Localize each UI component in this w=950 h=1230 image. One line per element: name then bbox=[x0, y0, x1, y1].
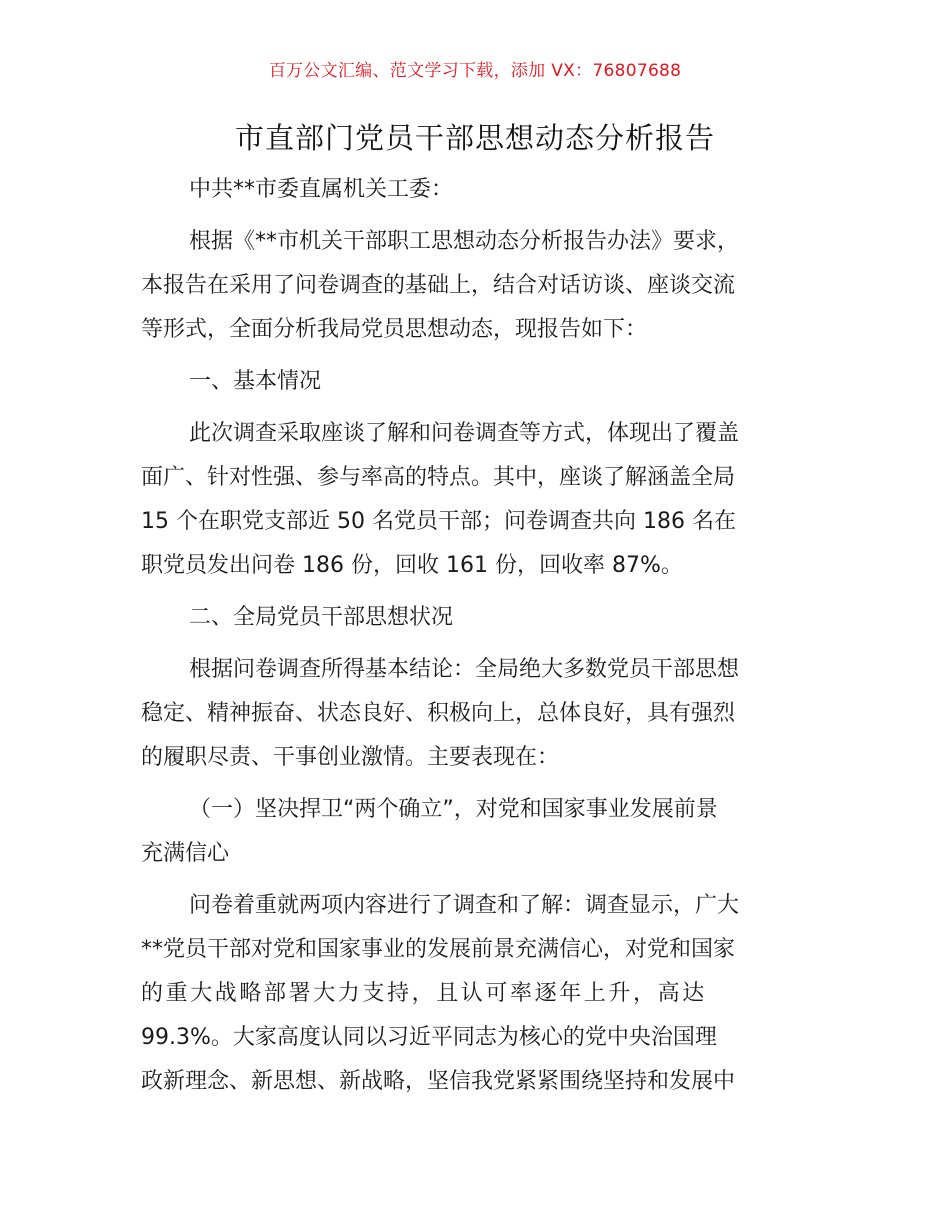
paragraph-line: 一、基本情况 bbox=[189, 369, 322, 394]
paragraph-line: 充满信心 bbox=[141, 841, 230, 866]
header-promo-note: 百万公文汇编、范文学习下载，添加 VX：76807688 bbox=[268, 61, 682, 81]
paragraph-line: 政新理念、新思想、新战略，坚信我党紧紧围绕坚持和发展中 bbox=[141, 1069, 736, 1094]
paragraph-line: 的履职尽责、干事创业激情。主要表现在： bbox=[141, 745, 560, 770]
section-2-paragraph bbox=[141, 648, 809, 780]
paragraph-line: 等形式，全面分析我局党员思想动态，现报告如下： bbox=[141, 317, 648, 342]
paragraph-line: 根据问卷调查所得基本结论：全局绝大多数党员干部思想 bbox=[189, 657, 740, 682]
paragraph-line: 稳定、精神振奋、状态良好、积极向上，总体良好，具有强烈 bbox=[141, 701, 736, 726]
subsection-1-paragraph bbox=[141, 884, 809, 1104]
paragraph-line: 的重大战略部署大力支持，且认可率逐年上升，高达 bbox=[141, 981, 707, 1006]
section-1-paragraph bbox=[141, 412, 809, 588]
intro-paragraph bbox=[141, 220, 809, 352]
paragraph-line: 二、全局党员干部思想状况 bbox=[189, 605, 454, 630]
paragraph-line: **党员干部对党和国家事业的发展前景充满信心，对党和国家 bbox=[141, 937, 736, 962]
paragraph-line: 中共**市委直属机关工委： bbox=[189, 177, 454, 202]
paragraph-line: 此次调查采取座谈了解和问卷调查等方式，体现出了覆盖 bbox=[189, 421, 740, 446]
paragraph-line: 15 个在职党支部近 50 名党员干部；问卷调查共向 186 名在 bbox=[141, 509, 736, 534]
salutation-paragraph bbox=[141, 168, 809, 212]
paragraph-line: 根据《**市机关干部职工思想动态分析报告办法》要求， bbox=[189, 229, 740, 254]
section-heading bbox=[141, 360, 809, 404]
paragraph-line: 面广、针对性强、参与率高的特点。其中，座谈了解涵盖全局 bbox=[141, 465, 736, 490]
paragraph-line: （一）坚决捍卫“两个确立”，对党和国家事业发展前景 bbox=[189, 797, 718, 822]
document-body bbox=[141, 168, 809, 1112]
subsection-heading bbox=[141, 788, 809, 876]
paragraph-line: 职党员发出问卷 186 份，回收 161 份，回收率 87%。 bbox=[141, 553, 683, 578]
paragraph-line: 99.3%。大家高度认同以习近平同志为核心的党中央治国理 bbox=[141, 1025, 717, 1050]
section-heading bbox=[141, 596, 809, 640]
document-title: 市直部门党员干部思想动态分析报告 bbox=[234, 121, 715, 155]
paragraph-line: 问卷着重就两项内容进行了调查和了解：调查显示，广大 bbox=[189, 893, 740, 918]
paragraph-line: 本报告在采用了问卷调查的基础上，结合对话访谈、座谈交流 bbox=[141, 273, 736, 298]
